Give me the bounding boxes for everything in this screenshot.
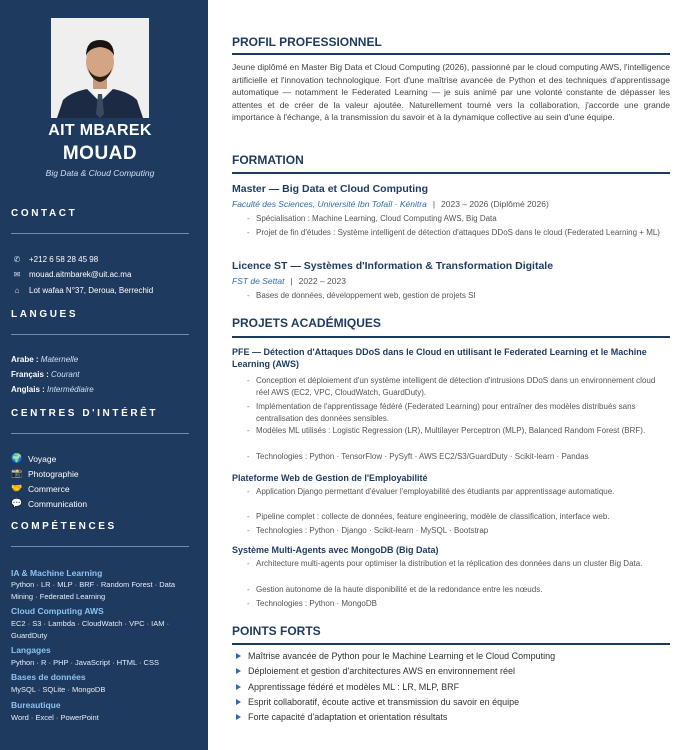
strengths-heading: POINTS FORTS bbox=[232, 624, 321, 638]
degree-institution: FST de Settat bbox=[232, 276, 285, 286]
languages-heading: LANGUES bbox=[11, 309, 79, 320]
strength-text: Maîtrise avancée de Python pour le Machine Learning et le Cloud Computing bbox=[248, 651, 556, 661]
triangle-bullet-icon bbox=[236, 668, 241, 674]
contact-address bbox=[11, 286, 153, 295]
email-icon: ✉ bbox=[13, 270, 21, 279]
strength-item bbox=[236, 666, 515, 676]
interest-label: Voyage bbox=[28, 453, 57, 464]
language-level: Maternelle bbox=[40, 355, 79, 364]
contact-heading: CONTACT bbox=[11, 208, 78, 219]
camera-icon: 📸 bbox=[11, 468, 23, 478]
interest-photography bbox=[11, 468, 79, 479]
project-bullet: - Technologies : Python · MongoDB bbox=[256, 598, 670, 610]
sidebar bbox=[0, 0, 208, 750]
degree-bullet: - Projet de fin d'études : Système intelligent de détection d'attaques DDoS dans le cloud (Federated Learning + ML) bbox=[256, 227, 670, 239]
degree-dates: 2023 – 2026 (Diplômé 2026) bbox=[441, 199, 549, 209]
degree-dates: 2022 – 2023 bbox=[298, 276, 346, 286]
home-icon: ⌂ bbox=[14, 286, 20, 295]
language-level: Courant bbox=[51, 370, 80, 379]
strength-item bbox=[236, 682, 459, 692]
contact-divider bbox=[11, 233, 189, 234]
project-bullet: - Technologies : Python · TensorFlow · PySyft · AWS EC2/S3/GuardDuty · Scikit-learn · Pandas bbox=[256, 451, 670, 463]
strength-item bbox=[236, 712, 447, 722]
strength-text: Forte capacité d'adaptation et orientation résultats bbox=[248, 712, 448, 722]
language-english bbox=[11, 385, 94, 394]
skill-category: Bureautique bbox=[11, 700, 61, 710]
project-bullet: - Implémentation de l'apprentissage fédéré (Federated Learning) pour entraîner des modèles distribués sans centralisation des données sensibles. bbox=[256, 401, 670, 425]
degree-bullet: - Bases de données, développement web, gestion de projets SI bbox=[256, 290, 670, 302]
name-first-line: AIT MBAREK bbox=[48, 122, 152, 139]
profile-heading: PROFIL PROFESSIONNEL bbox=[232, 35, 382, 49]
project-bullet: - Modèles ML utilisés : Logistic Regression (LR), Multilayer Perceptron (MLP), Balanced Random Forest (BRF). bbox=[256, 425, 670, 437]
interests-divider bbox=[11, 433, 189, 434]
strength-text: Apprentissage fédéré et modèles ML : LR, MLP, BRF bbox=[248, 682, 460, 692]
contact-phone bbox=[11, 255, 98, 264]
strength-text: Déploiement et gestion d'architectures AWS en environnement réel bbox=[248, 666, 516, 676]
triangle-bullet-icon bbox=[236, 714, 241, 720]
role-subtitle: Big Data & Cloud Computing bbox=[45, 168, 155, 178]
formation-divider bbox=[232, 172, 670, 174]
degree-title: Licence ST — Systèmes d'Information & Transformation Digitale bbox=[232, 260, 554, 272]
project-bullet: - Conception et déploiement d'un système intelligent de détection d'intrusions DDoS dans un environnement cloud réel AWS (EC2, VPC, CloudWatch, GuardDuty). bbox=[256, 375, 670, 399]
project-bullet: - Gestion autonome de la haute disponibilité et de la redondance entre les nœuds. bbox=[256, 584, 670, 596]
triangle-bullet-icon bbox=[236, 699, 241, 705]
interest-label: Photographie bbox=[28, 468, 79, 479]
strength-text: Esprit collaboratif, écoute active et transmission du savoir en équipe bbox=[248, 697, 520, 707]
skill-items: Python · LR · MLP · BRF · Random Forest · Data Mining · Federated Learning bbox=[11, 580, 176, 601]
language-french bbox=[11, 370, 80, 379]
interest-label: Commerce bbox=[28, 483, 70, 494]
interest-label: Communication bbox=[28, 498, 88, 509]
contact-email bbox=[11, 270, 131, 279]
degree-bullet: - Spécialisation : Machine Learning, Cloud Computing AWS, Big Data bbox=[256, 213, 670, 225]
skill-items: MySQL · SQLite · MongoDB bbox=[11, 685, 106, 694]
skills-divider bbox=[11, 546, 189, 547]
skill-items: Python · R · PHP · JavaScript · HTML · CSS bbox=[11, 658, 159, 667]
email-text: mouad.aitmbarek@uit.ac.ma bbox=[29, 270, 132, 279]
degree-title: Master — Big Data et Cloud Computing bbox=[232, 183, 429, 195]
language-name: Arabe : bbox=[11, 355, 39, 364]
languages-divider bbox=[11, 334, 189, 335]
project-bullet: - Architecture multi-agents pour optimiser la distribution et la réplication des données dans un cluster Big Data. bbox=[256, 558, 670, 570]
project-bullet: - Pipeline complet : collecte de données, feature engineering, modèle de classification, interface web. bbox=[256, 511, 670, 523]
project-title: Plateforme Web de Gestion de l'Employabilité bbox=[232, 473, 428, 483]
language-name: Français : bbox=[11, 370, 49, 379]
projects-divider bbox=[232, 336, 670, 338]
degree-details: Faculté des Sciences, Université Ibn Tofaïl · Kénitra | 2023 – 2026 (Diplômé 2026) bbox=[232, 199, 549, 209]
skill-category: IA & Machine Learning bbox=[11, 568, 103, 578]
skill-category: Bases de données bbox=[11, 672, 86, 682]
speech-bubble-icon: 💬 bbox=[11, 498, 23, 508]
project-bullet: - Technologies : Python · Django · Scikit-learn · MySQL · Bootstrap bbox=[256, 525, 670, 537]
profile-summary: Jeune diplômé en Master Big Data et Cloud Computing (2026), passionné par le cloud computing AWS, l'intelligence artificielle et l'innovation technologique. Fort d'une maîtrise avancée de Python et des techniques d'apprentissage automatique — notamment le Federated Learning — je suis animé par une volonté constante de dépasser les attentes et de créer de la valeur ajoutée. Naturellement tourné vers la collaboration, j'accorde une grande importance à l'échange, à la transmission du savoir et à la dynamique collective au sein d'une équipe. bbox=[232, 62, 670, 123]
handshake-icon: 🤝 bbox=[11, 483, 23, 493]
projects-heading: PROJETS ACADÉMIQUES bbox=[232, 316, 381, 330]
phone-text: +212 6 58 28 45 98 bbox=[29, 255, 99, 264]
phone-icon: ✆ bbox=[13, 255, 21, 264]
degree-details: FST de Settat | 2022 – 2023 bbox=[232, 276, 346, 286]
interests-heading: CENTRES D'INTÉRÊT bbox=[11, 408, 159, 419]
globe-icon: 🌍 bbox=[11, 453, 23, 463]
formation-heading: FORMATION bbox=[232, 153, 304, 167]
language-level: Intermédiaire bbox=[47, 385, 94, 394]
triangle-bullet-icon bbox=[236, 684, 241, 690]
profile-divider bbox=[232, 53, 670, 55]
skill-category: Cloud Computing AWS bbox=[11, 606, 104, 616]
language-name: Anglais : bbox=[11, 385, 45, 394]
language-arabic bbox=[11, 355, 78, 364]
project-title: Système Multi-Agents avec MongoDB (Big Data) bbox=[232, 545, 439, 555]
interest-commerce bbox=[11, 483, 70, 494]
skill-items: Word · Excel · PowerPoint bbox=[11, 713, 99, 722]
profile-photo bbox=[51, 18, 149, 118]
project-title: PFE — Détection d'Attaques DDoS dans le Cloud en utilisant le Federated Learning et le Machine Learning (AWS) bbox=[232, 347, 647, 370]
name-second-line: MOUAD bbox=[62, 143, 138, 164]
skill-category: Langages bbox=[11, 645, 51, 655]
triangle-bullet-icon bbox=[236, 653, 241, 659]
skills-heading: COMPÉTENCES bbox=[11, 521, 117, 532]
strength-item bbox=[236, 651, 555, 661]
address-text: Lot wafaa N°37, Deroua, Berrechid bbox=[29, 286, 154, 295]
interest-travel bbox=[11, 453, 56, 464]
project-bullet: - Application Django permettant d'évaluer l'employabilité des étudiants par apprentissage automatique. bbox=[256, 486, 670, 498]
strength-item bbox=[236, 697, 519, 707]
skill-items: EC2 · S3 · Lambda · CloudWatch · VPC · IAM · GuardDuty bbox=[11, 619, 170, 640]
degree-institution: Faculté des Sciences, Université Ibn Tofaïl · Kénitra bbox=[232, 199, 427, 209]
interest-communication bbox=[11, 498, 87, 509]
strengths-divider bbox=[232, 643, 670, 645]
